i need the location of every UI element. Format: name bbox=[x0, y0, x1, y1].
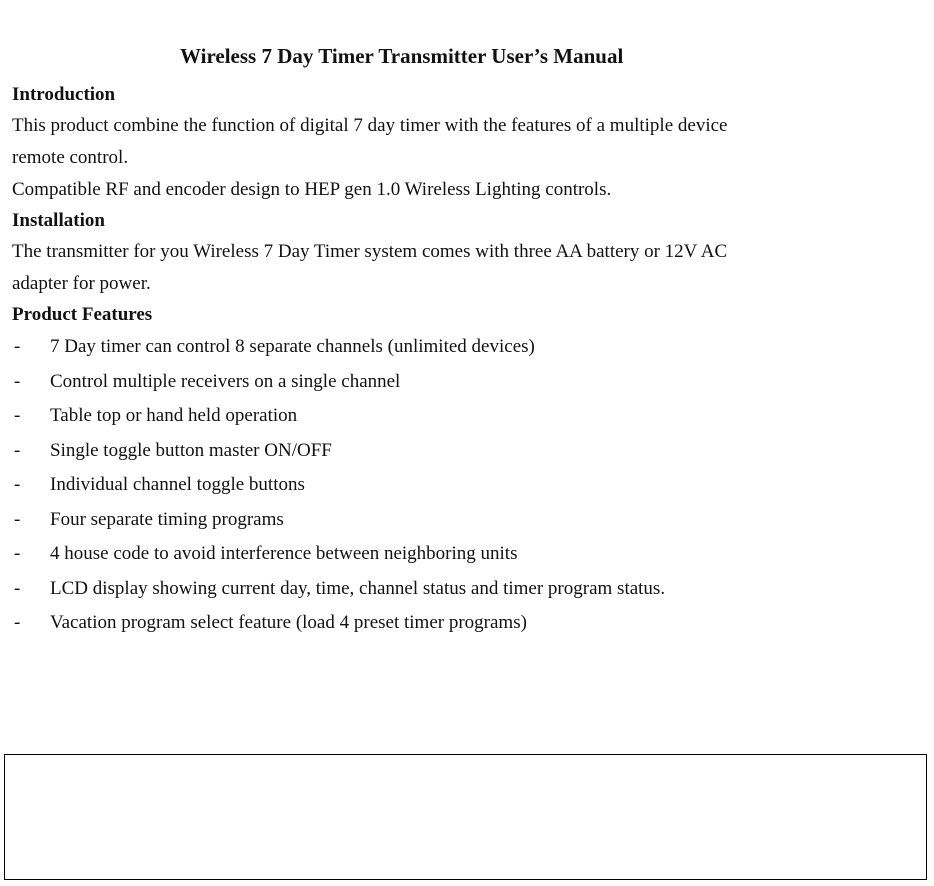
feature-item bbox=[12, 572, 928, 607]
feature-text: 7 Day timer can control 8 separate channels (unlimited devices) bbox=[50, 336, 535, 357]
introduction-line: remote control. bbox=[12, 147, 129, 168]
introduction-heading: Introduction bbox=[12, 84, 116, 105]
bullet-dash: - bbox=[14, 612, 21, 633]
bullet-dash: - bbox=[14, 370, 21, 392]
feature-item bbox=[12, 606, 928, 641]
feature-list bbox=[12, 330, 928, 641]
feature-item bbox=[12, 399, 928, 434]
feature-text: LCD display showing current day, time, channel status and timer program status. bbox=[50, 577, 666, 599]
installation-line: The transmitter for you Wireless 7 Day Timer system comes with three AA battery or 12V AC bbox=[12, 241, 728, 262]
bullet-dash: - bbox=[14, 439, 21, 461]
bullet-dash: - bbox=[14, 336, 21, 357]
bullet-dash: - bbox=[14, 508, 21, 530]
feature-text: Four separate timing programs bbox=[50, 508, 284, 530]
introduction-line: This product combine the function of digital 7 day timer with the features of a multiple device bbox=[12, 115, 728, 136]
feature-item bbox=[12, 468, 928, 503]
feature-text: Vacation program select feature (load 4 preset timer programs) bbox=[50, 612, 527, 633]
feature-item bbox=[12, 537, 928, 572]
feature-item bbox=[12, 365, 928, 400]
installation-heading: Installation bbox=[12, 210, 105, 231]
document-title: Wireless 7 Day Timer Transmitter User’s Manual bbox=[180, 44, 624, 68]
feature-item bbox=[12, 434, 928, 469]
bullet-dash: - bbox=[14, 577, 21, 599]
empty-bordered-box bbox=[4, 754, 927, 880]
feature-text: Table top or hand held operation bbox=[50, 405, 298, 426]
feature-item bbox=[12, 503, 928, 538]
feature-item bbox=[12, 330, 928, 365]
document-body bbox=[12, 80, 928, 641]
feature-text: Single toggle button master ON/OFF bbox=[50, 439, 332, 461]
bullet-dash: - bbox=[14, 405, 21, 426]
product-features-heading: Product Features bbox=[12, 304, 153, 325]
bullet-dash: - bbox=[14, 543, 21, 564]
introduction-line: Compatible RF and encoder design to HEP gen 1.0 Wireless Lighting controls. bbox=[12, 179, 612, 200]
feature-text: Individual channel toggle buttons bbox=[50, 474, 305, 495]
bullet-dash: - bbox=[14, 474, 21, 495]
feature-text: Control multiple receivers on a single channel bbox=[50, 370, 401, 392]
installation-line: adapter for power. bbox=[12, 273, 151, 294]
feature-text: 4 house code to avoid interference between neighboring units bbox=[50, 543, 518, 564]
